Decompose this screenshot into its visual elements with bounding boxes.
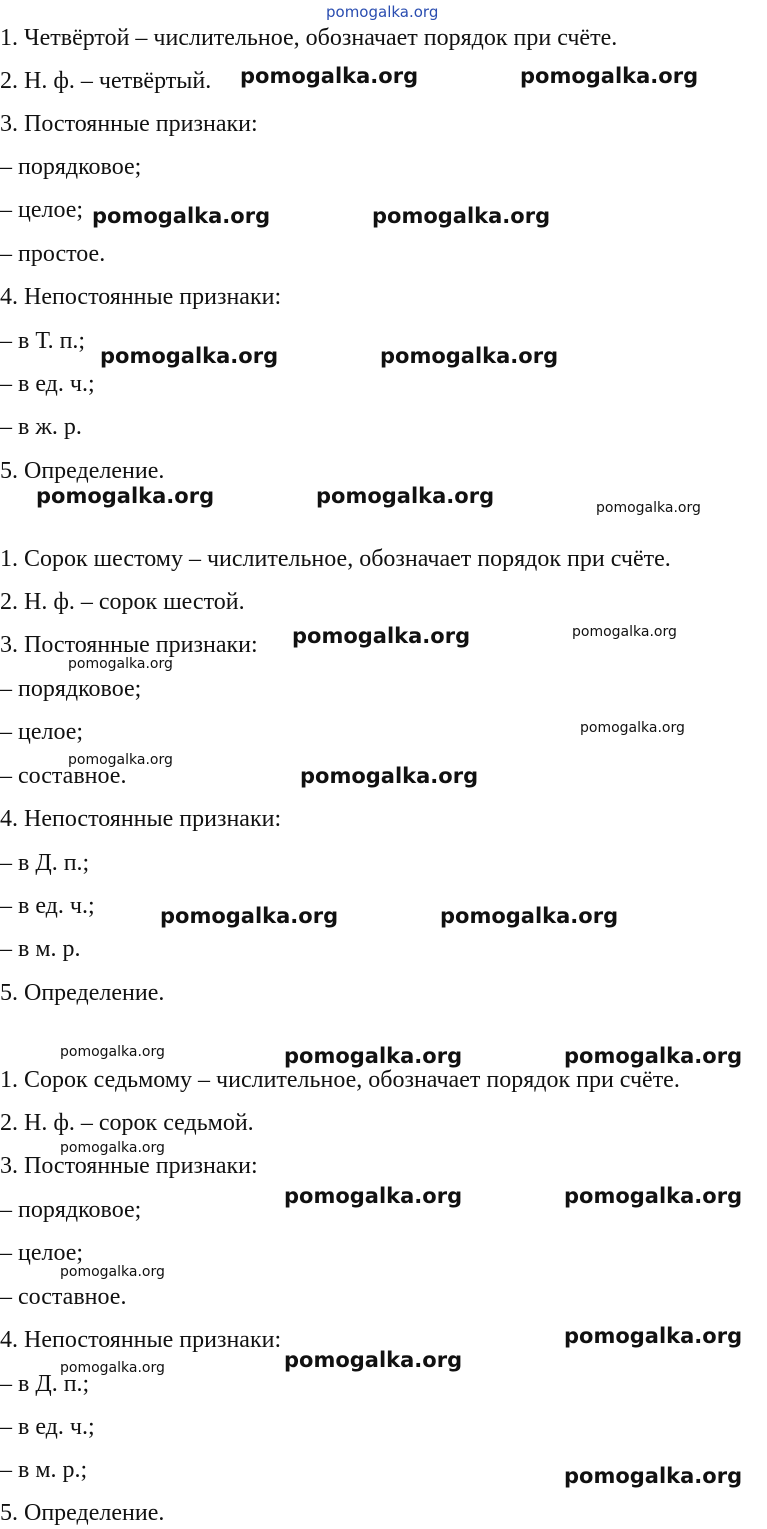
block2-line6: – составное.: [0, 763, 127, 789]
watermark: pomogalka.org: [284, 1184, 463, 1208]
watermark: pomogalka.org: [564, 1464, 743, 1488]
watermark: pomogalka.org: [60, 1360, 165, 1376]
watermark: pomogalka.org: [240, 64, 419, 88]
watermark: pomogalka.org: [68, 752, 173, 768]
block1-line8: – в Т. п.;: [0, 328, 86, 354]
block3-line9: – в ед. ч.;: [0, 1414, 95, 1440]
watermark: pomogalka.org: [160, 904, 339, 928]
watermark: pomogalka.org: [380, 344, 559, 368]
watermark: pomogalka.org: [580, 720, 685, 736]
block3-line6: – составное.: [0, 1284, 127, 1310]
block3-line7: 4. Непостоянные признаки:: [0, 1327, 282, 1353]
block1-line1: 1. Четвёртой – числительное, обозначает порядок при счёте.: [0, 25, 618, 51]
watermark: pomogalka.org: [60, 1264, 165, 1280]
watermark: pomogalka.org: [100, 344, 279, 368]
block1-line2: 2. Н. ф. – четвёртый.: [0, 68, 212, 94]
block1-line6: – простое.: [0, 241, 106, 267]
block2-line3: 3. Постоянные признаки:: [0, 632, 258, 658]
block3-line1: 1. Сорок седьмому – числительное, обозначает порядок при счёте.: [0, 1067, 680, 1093]
block3-line11: 5. Определение.: [0, 1500, 165, 1526]
block2-line4: – порядковое;: [0, 676, 142, 702]
block1-line4: – порядковое;: [0, 154, 142, 180]
watermark: pomogalka.org: [316, 484, 495, 508]
block3-line8: – в Д. п.;: [0, 1371, 90, 1397]
block2-line8: – в Д. п.;: [0, 850, 90, 876]
watermark: pomogalka.org: [300, 764, 479, 788]
watermark: pomogalka.org: [596, 500, 701, 516]
watermark: pomogalka.org: [292, 624, 471, 648]
watermark: pomogalka.org: [564, 1184, 743, 1208]
block2-line5: – целое;: [0, 719, 84, 745]
watermark: pomogalka.org: [326, 3, 439, 21]
block2-line10: – в м. р.: [0, 936, 81, 962]
watermark: pomogalka.org: [520, 64, 699, 88]
watermark: pomogalka.org: [60, 1044, 165, 1060]
block2-line7: 4. Непостоянные признаки:: [0, 806, 282, 832]
block1-line3: 3. Постоянные признаки:: [0, 111, 258, 137]
block3-line10: – в м. р.;: [0, 1457, 88, 1483]
watermark: pomogalka.org: [60, 1140, 165, 1156]
block2-line11: 5. Определение.: [0, 980, 165, 1006]
block3-line2: 2. Н. ф. – сорок седьмой.: [0, 1110, 254, 1136]
block1-line5: – целое;: [0, 197, 84, 223]
watermark: pomogalka.org: [36, 484, 215, 508]
block1-line10: – в ж. р.: [0, 414, 82, 440]
watermark: pomogalka.org: [572, 624, 677, 640]
watermark: pomogalka.org: [564, 1324, 743, 1348]
watermark: pomogalka.org: [68, 656, 173, 672]
watermark: pomogalka.org: [372, 204, 551, 228]
block1-line11: 5. Определение.: [0, 458, 165, 484]
block2-line1: 1. Сорок шестому – числительное, обозначает порядок при счёте.: [0, 546, 671, 572]
watermark: pomogalka.org: [284, 1348, 463, 1372]
block3-line5: – целое;: [0, 1240, 84, 1266]
block2-line9: – в ед. ч.;: [0, 893, 95, 919]
watermark: pomogalka.org: [440, 904, 619, 928]
block1-line7: 4. Непостоянные признаки:: [0, 284, 282, 310]
watermark: pomogalka.org: [92, 204, 271, 228]
watermark: pomogalka.org: [564, 1044, 743, 1068]
block2-line2: 2. Н. ф. – сорок шестой.: [0, 589, 245, 615]
watermark: pomogalka.org: [284, 1044, 463, 1068]
block3-line3: 3. Постоянные признаки:: [0, 1153, 258, 1179]
block3-line4: – порядковое;: [0, 1197, 142, 1223]
block1-line9: – в ед. ч.;: [0, 371, 95, 397]
